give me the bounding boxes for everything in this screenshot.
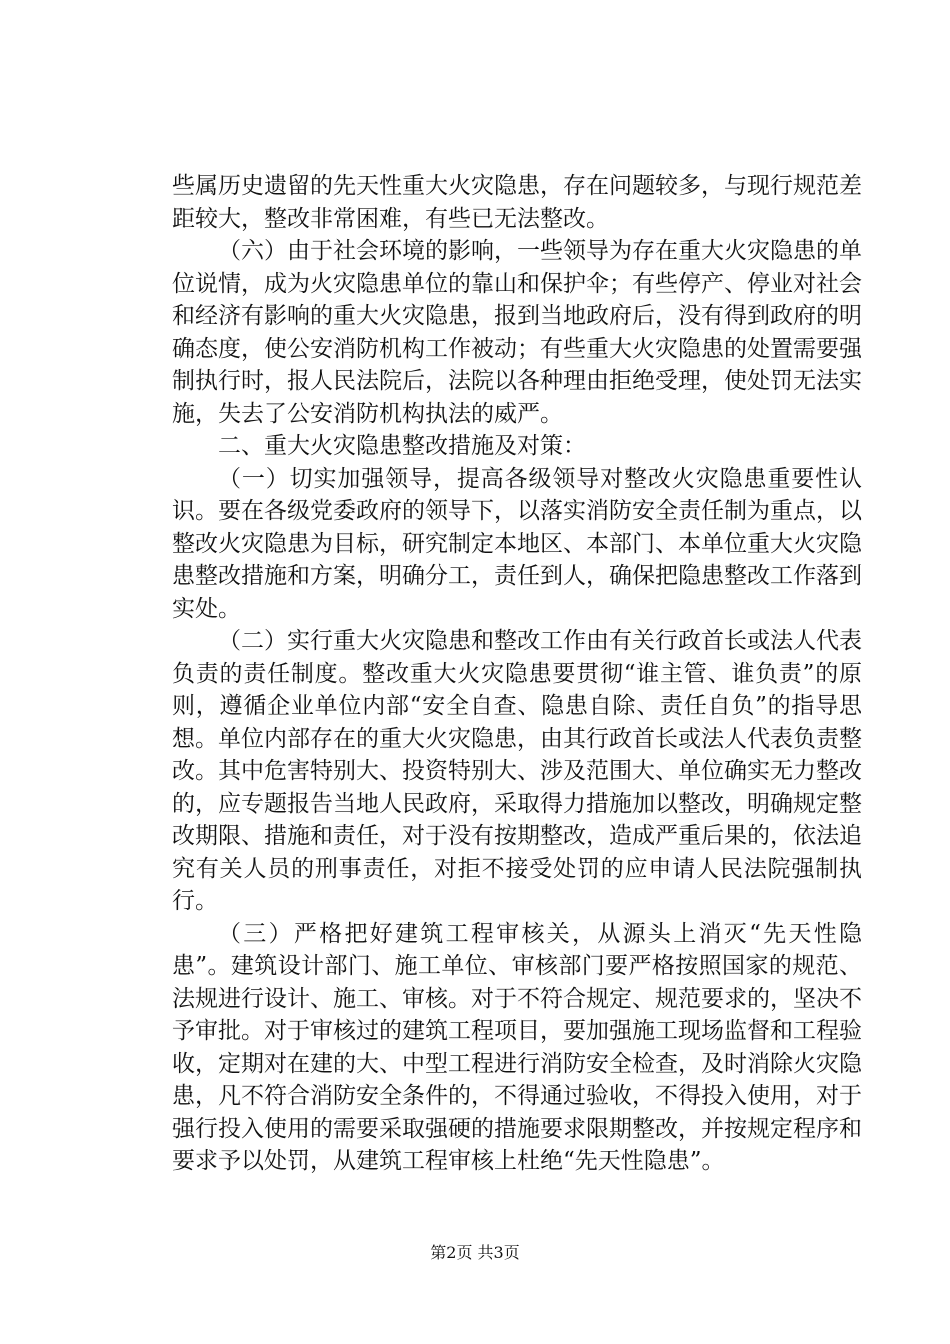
page-number: 第2页 共3页	[430, 1243, 520, 1262]
paragraph-1: 些属历史遗留的先天性重大火灾隐患，存在问题较多，与现行规范差距较大，整改非常困难，有些已无法整改。	[172, 173, 862, 232]
section-heading: 二、重大火灾隐患整改措施及对策：	[218, 433, 586, 459]
paragraph-4: （二）实行重大火灾隐患和整改工作由有关行政首长或法人代表负责的责任制度。整改重大火灾隐患要贯彻“谁主管、谁负责”的原则，遵循企业单位内部“安全自查、隐患自除、责任自负”的指导思想。单位内部存在的重大火灾隐患，由其行政首长或法人代表负责整改。其中危害特别大、投资特别大、涉及范围大、单位确实无力整改的，应专题报告当地人民政府，采取得力措施加以整改，明确规定整改期限、措施和责任，对于没有按期整改，造成严重后果的，依法追究有关人员的刑事责任，对拒不接受处罚的应申请人民法院强制执行。	[172, 628, 862, 914]
paragraph-3: （一）切实加强领导，提高各级领导对整改火灾隐患重要性认识。要在各级党委政府的领导下，以落实消防安全责任制为重点，以整改火灾隐患为目标，研究制定本地区、本部门、本单位重大火灾隐患整改措施和方案，明确分工，责任到人，确保把隐患整改工作落到实处。	[172, 465, 862, 622]
paragraph-2: （六）由于社会环境的影响，一些领导为存在重大火灾隐患的单位说情，成为火灾隐患单位的靠山和保护伞；有些停产、停业对社会和经济有影响的重大火灾隐患，报到当地政府后，没有得到政府的明确态度，使公安消防机构工作被动；有些重大火灾隐患的处置需要强制执行时，报人民法院后，法院以各种理由拒绝受理，使处罚无法实施，失去了公安消防机构执法的威严。	[172, 238, 862, 427]
document-body	[172, 170, 862, 1178]
page-footer	[0, 1243, 950, 1263]
paragraph-5: （三）严格把好建筑工程审核关，从源头上消灭“先天性隐患”。建筑设计部门、施工单位、审核部门要严格按照国家的规范、法规进行设计、施工、审核。对于不符合规定、规范要求的，坚决不予审批。对于审核过的建筑工程项目，要加强施工现场监督和工程验收，定期对在建的大、中型工程进行消防安全检查，及时消除火灾隐患，凡不符合消防安全条件的，不得通过验收，不得投入使用，对于强行投入使用的需要采取强硬的措施要求限期整改，并按规定程序和要求予以处罚，从建筑工程审核上杜绝“先天性隐患”。	[172, 920, 862, 1174]
